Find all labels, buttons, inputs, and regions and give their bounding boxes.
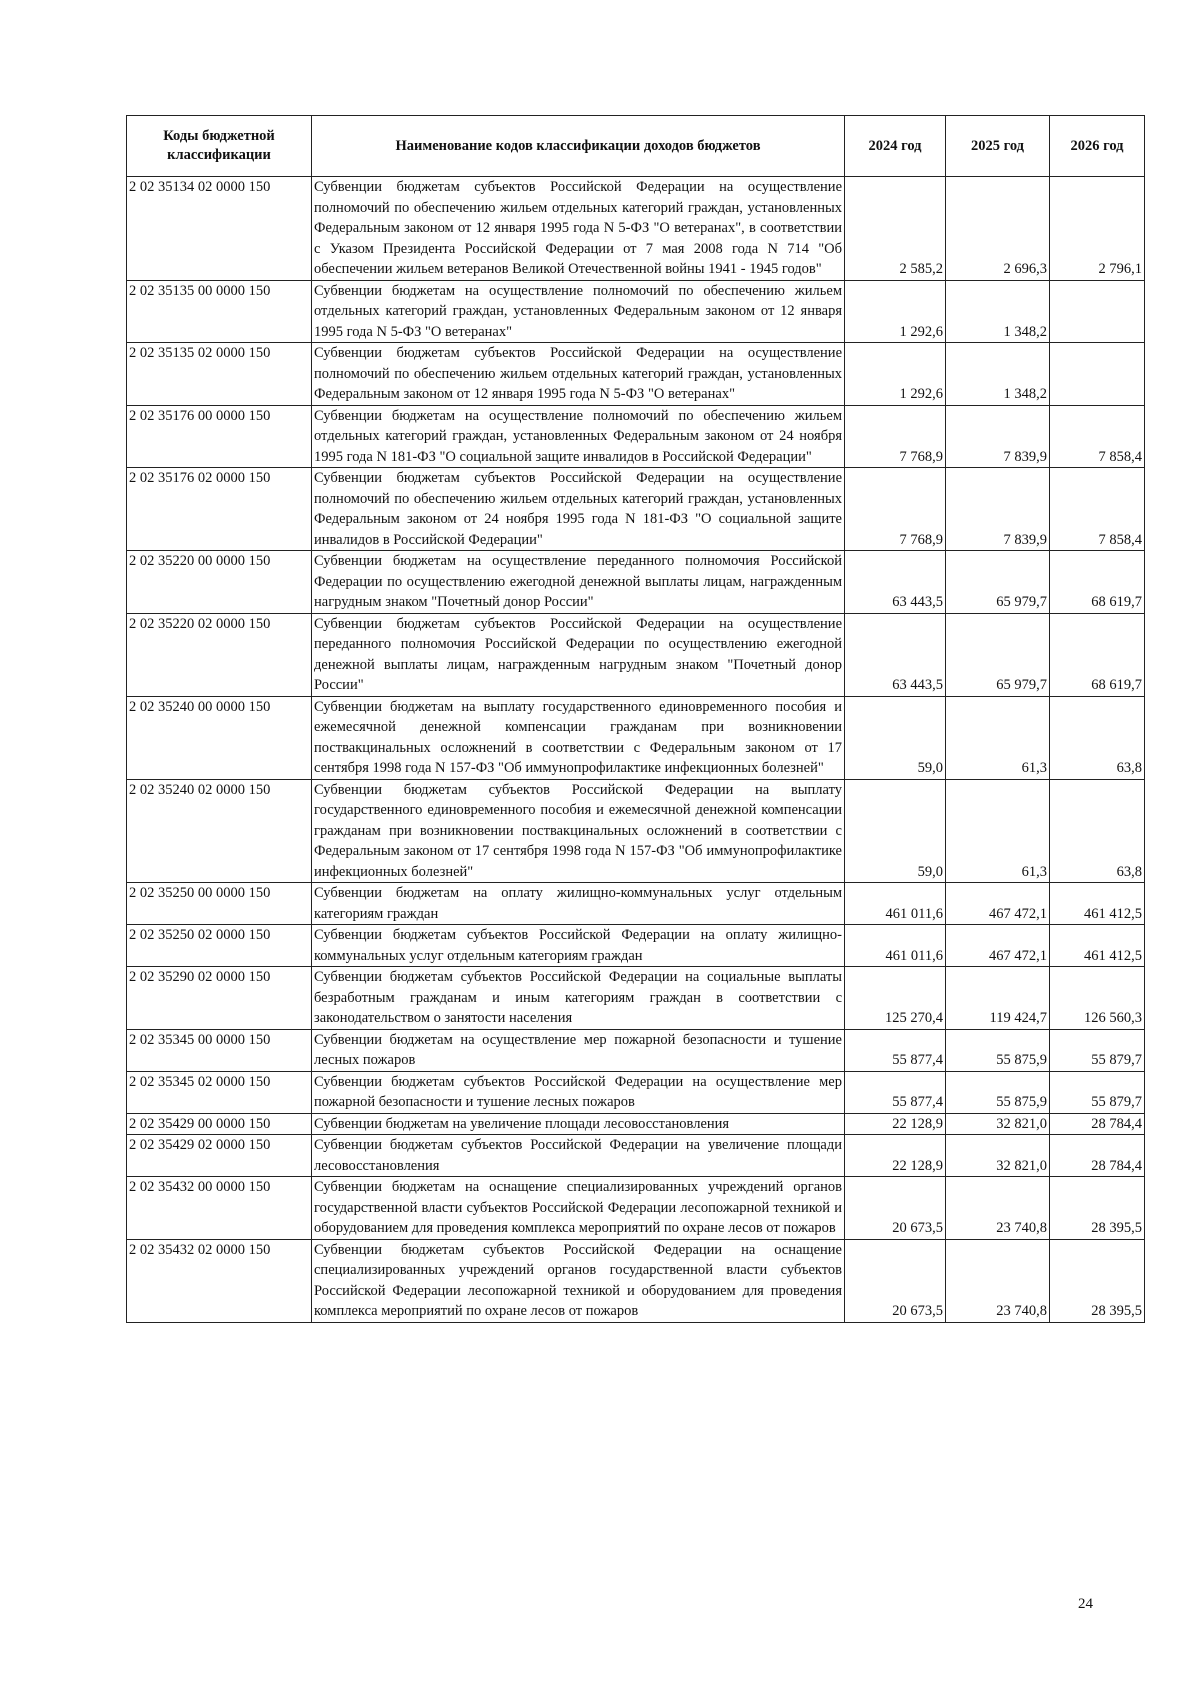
row-value-2024: 461 011,6 [845,925,946,967]
table-row [127,468,1145,551]
row-name: Субвенции бюджетам субъектов Российской Федерации на осуществление полномочий по обеспечению жильем отдельных категорий граждан, установленных Федеральным законом от 12 января 1995 года N 5-ФЗ "О ветеранах", в соответствии с Указом Президента Российской Федерации от 7 мая 2008 года N 714 "Об обеспечении жильем ветеранов Великой Отечественной войны 1941 - 1945 годов" [312,177,845,281]
row-value-2025: 61,3 [946,779,1050,883]
row-value-2026: 55 879,7 [1050,1071,1145,1113]
table-row [127,280,1145,343]
row-value-2026 [1050,343,1145,406]
row-value-2024: 1 292,6 [845,280,946,343]
row-name: Субвенции бюджетам на увеличение площади лесовосстановления [312,1113,845,1135]
row-value-2026: 68 619,7 [1050,613,1145,696]
table-body [127,177,1145,1323]
row-value-2026: 7 858,4 [1050,405,1145,468]
row-value-2026: 2 796,1 [1050,177,1145,281]
row-code: 2 02 35290 02 0000 150 [127,967,312,1030]
row-code: 2 02 35432 00 0000 150 [127,1177,312,1240]
row-value-2026: 55 879,7 [1050,1029,1145,1071]
row-value-2024: 2 585,2 [845,177,946,281]
row-code: 2 02 35176 00 0000 150 [127,405,312,468]
row-code: 2 02 35345 02 0000 150 [127,1071,312,1113]
row-value-2025: 467 472,1 [946,883,1050,925]
row-code: 2 02 35220 02 0000 150 [127,613,312,696]
table-row [127,779,1145,883]
row-value-2024: 20 673,5 [845,1239,946,1322]
row-code: 2 02 35250 00 0000 150 [127,883,312,925]
row-value-2026 [1050,280,1145,343]
table-row [127,551,1145,614]
row-code: 2 02 35220 00 0000 150 [127,551,312,614]
row-value-2024: 7 768,9 [845,468,946,551]
row-code: 2 02 35250 02 0000 150 [127,925,312,967]
row-name: Субвенции бюджетам на осуществление полномочий по обеспечению жильем отдельных категорий граждан, установленных Федеральным законом от 12 января 1995 года N 5-ФЗ "О ветеранах" [312,280,845,343]
row-value-2025: 119 424,7 [946,967,1050,1030]
row-value-2025: 23 740,8 [946,1239,1050,1322]
row-code: 2 02 35135 00 0000 150 [127,280,312,343]
row-code: 2 02 35429 02 0000 150 [127,1135,312,1177]
row-value-2024: 59,0 [845,696,946,779]
table-row [127,343,1145,406]
row-value-2024: 22 128,9 [845,1113,946,1135]
row-value-2025: 32 821,0 [946,1113,1050,1135]
table-row [127,1135,1145,1177]
row-name: Субвенции бюджетам субъектов Российской Федерации на осуществление полномочий по обеспечению жильем отдельных категорий граждан, установленных Федеральным законом от 12 января 1995 года N 5-ФЗ "О ветеранах" [312,343,845,406]
row-value-2025: 65 979,7 [946,551,1050,614]
table-row [127,967,1145,1030]
table-row [127,925,1145,967]
row-name: Субвенции бюджетам субъектов Российской Федерации на социальные выплаты безработным гражданам и иным категориям граждан в соответствии с законодательством о занятости населения [312,967,845,1030]
row-value-2025: 1 348,2 [946,280,1050,343]
row-value-2024: 125 270,4 [845,967,946,1030]
row-name: Субвенции бюджетам на оснащение специализированных учреждений органов государственной власти субъектов Российской Федерации лесопожарной техникой и оборудованием для проведения комплекса мероприятий по охране лесов от пожаров [312,1177,845,1240]
row-name: Субвенции бюджетам субъектов Российской Федерации на оплату жилищно-коммунальных услуг отдельным категориям граждан [312,925,845,967]
row-value-2024: 63 443,5 [845,551,946,614]
row-name: Субвенции бюджетам на осуществление переданного полномочия Российской Федерации по осуществлению ежегодной денежной выплаты лицам, награжденным нагрудным знаком "Почетный донор России" [312,551,845,614]
table-row [127,405,1145,468]
row-value-2025: 55 875,9 [946,1029,1050,1071]
page-number: 24 [1078,1596,1093,1612]
table-row [127,1239,1145,1322]
row-value-2024: 461 011,6 [845,883,946,925]
row-value-2026: 28 395,5 [1050,1239,1145,1322]
budget-revenue-table [126,115,1145,1323]
table-row [127,613,1145,696]
header-name: Наименование кодов классификации доходов бюджетов [312,116,845,177]
row-value-2025: 7 839,9 [946,405,1050,468]
table-row [127,1071,1145,1113]
row-code: 2 02 35345 00 0000 150 [127,1029,312,1071]
row-code: 2 02 35429 00 0000 150 [127,1113,312,1135]
row-code: 2 02 35176 02 0000 150 [127,468,312,551]
row-value-2026: 68 619,7 [1050,551,1145,614]
row-name: Субвенции бюджетам субъектов Российской Федерации на осуществление полномочий по обеспечению жильем отдельных категорий граждан, установленных Федеральным законом от 24 ноября 1995 года N 181-ФЗ "О социальной защите инвалидов в Российской Федерации" [312,468,845,551]
table-row [127,177,1145,281]
row-value-2025: 7 839,9 [946,468,1050,551]
row-value-2025: 65 979,7 [946,613,1050,696]
row-value-2024: 7 768,9 [845,405,946,468]
header-year-2024: 2024 год [845,116,946,177]
table-row [127,883,1145,925]
row-name: Субвенции бюджетам субъектов Российской Федерации на оснащение специализированных учреждений органов государственной власти субъектов Российской Федерации лесопожарной техникой и оборудованием для проведения комплекса мероприятий по охране лесов от пожаров [312,1239,845,1322]
row-value-2025: 467 472,1 [946,925,1050,967]
row-value-2026: 7 858,4 [1050,468,1145,551]
row-value-2026: 461 412,5 [1050,883,1145,925]
table-row [127,1177,1145,1240]
row-code: 2 02 35432 02 0000 150 [127,1239,312,1322]
header-year-2025: 2025 год [946,116,1050,177]
row-name: Субвенции бюджетам на оплату жилищно-коммунальных услуг отдельным категориям граждан [312,883,845,925]
table-row [127,1113,1145,1135]
row-name: Субвенции бюджетам на выплату государственного единовременного пособия и ежемесячной денежной компенсации гражданам при возникновении поствакцинальных осложнений в соответствии с Федеральным законом от 17 сентября 1998 года N 157-ФЗ "Об иммунопрофилактике инфекционных болезней" [312,696,845,779]
row-value-2026: 63,8 [1050,696,1145,779]
row-value-2024: 20 673,5 [845,1177,946,1240]
row-value-2024: 59,0 [845,779,946,883]
row-name: Субвенции бюджетам на осуществление полномочий по обеспечению жильем отдельных категорий граждан, установленных Федеральным законом от 24 ноября 1995 года N 181-ФЗ "О социальной защите инвалидов в Российской Федерации" [312,405,845,468]
row-value-2024: 55 877,4 [845,1029,946,1071]
table-row [127,1029,1145,1071]
row-value-2024: 55 877,4 [845,1071,946,1113]
row-value-2024: 1 292,6 [845,343,946,406]
row-code: 2 02 35135 02 0000 150 [127,343,312,406]
table-row [127,696,1145,779]
row-value-2026: 28 395,5 [1050,1177,1145,1240]
table-header [127,116,1145,177]
header-row [127,116,1145,177]
row-code: 2 02 35134 02 0000 150 [127,177,312,281]
row-code: 2 02 35240 02 0000 150 [127,779,312,883]
row-code: 2 02 35240 00 0000 150 [127,696,312,779]
row-value-2026: 461 412,5 [1050,925,1145,967]
row-value-2026: 63,8 [1050,779,1145,883]
row-value-2025: 55 875,9 [946,1071,1050,1113]
row-value-2024: 22 128,9 [845,1135,946,1177]
row-name: Субвенции бюджетам субъектов Российской Федерации на осуществление мер пожарной безопасности и тушение лесных пожаров [312,1071,845,1113]
row-name: Субвенции бюджетам субъектов Российской Федерации на увеличение площади лесовосстановления [312,1135,845,1177]
row-value-2025: 61,3 [946,696,1050,779]
row-value-2024: 63 443,5 [845,613,946,696]
row-value-2026: 126 560,3 [1050,967,1145,1030]
row-value-2026: 28 784,4 [1050,1113,1145,1135]
row-value-2025: 2 696,3 [946,177,1050,281]
row-value-2025: 32 821,0 [946,1135,1050,1177]
row-value-2026: 28 784,4 [1050,1135,1145,1177]
row-name: Субвенции бюджетам на осуществление мер пожарной безопасности и тушение лесных пожаров [312,1029,845,1071]
row-value-2025: 1 348,2 [946,343,1050,406]
header-year-2026: 2026 год [1050,116,1145,177]
row-name: Субвенции бюджетам субъектов Российской Федерации на выплату государственного единовременного пособия и ежемесячной денежной компенсации гражданам при возникновении поствакцинальных осложнений в соответствии с Федеральным законом от 17 сентября 1998 года N 157-ФЗ "Об иммунопрофилактике инфекционных болезней" [312,779,845,883]
header-code: Коды бюджетной классификации [127,116,312,177]
row-value-2025: 23 740,8 [946,1177,1050,1240]
row-name: Субвенции бюджетам субъектов Российской Федерации на осуществление переданного полномочия Российской Федерации по осуществлению ежегодной денежной выплаты лицам, награжденным нагрудным знаком "Почетный донор России" [312,613,845,696]
